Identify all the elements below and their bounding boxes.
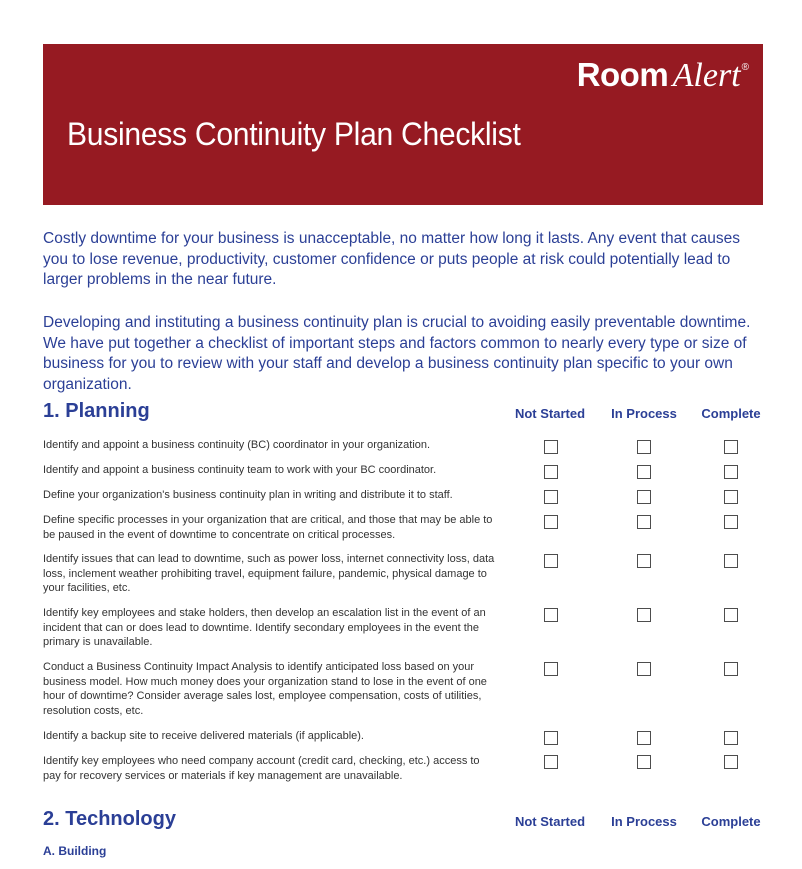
in-process-checkbox[interactable] [637, 608, 651, 622]
room-alert-logo [577, 56, 749, 95]
not-started-checkbox[interactable] [544, 440, 558, 454]
checklist-item-text: Identify key employees who need company account (credit card, checking, etc.) access to pay for recovery services or materials if key management are unavailable. [43, 755, 480, 782]
column-header-in-process: In Process [611, 406, 677, 421]
complete-checkbox[interactable] [724, 490, 738, 504]
registered-mark: ® [741, 62, 749, 73]
complete-checkbox[interactable] [724, 662, 738, 676]
in-process-checkbox[interactable] [637, 662, 651, 676]
checklist-item-text: Identify a backup site to receive delivered materials (if applicable). [43, 730, 364, 742]
complete-checkbox[interactable] [724, 465, 738, 479]
column-header-not-started: Not Started [514, 406, 586, 421]
checklist-item-text: Define your organization's business continuity plan in writing and distribute it to staff. [43, 489, 453, 501]
in-process-checkbox[interactable] [637, 554, 651, 568]
complete-checkbox[interactable] [724, 554, 738, 568]
checklist-item-text: Define specific processes in your organization that are critical, and those that may be able to be paused in the event of downtime to concentrate on critical processes. [43, 514, 493, 541]
in-process-checkbox[interactable] [637, 755, 651, 769]
checklist-item-text: Conduct a Business Continuity Impact Analysis to identify anticipated loss based on your business model. How much money does your organization stand to lose in the event of one hour of downtime? Consider average sales lost, employee compensation, costs of utilities, resolution costs, etc. [43, 661, 487, 717]
not-started-checkbox[interactable] [544, 554, 558, 568]
intro-paragraph: Costly downtime for your business is unacceptable, no matter how long it lasts. Any event that causes you to lose revenue, productivity, customer confidence or puts people at risk could potentially lead to larger problems in the near future. [43, 230, 741, 288]
in-process-checkbox[interactable] [637, 515, 651, 529]
page-title: Business Continuity Plan Checklist [67, 116, 521, 152]
in-process-checkbox[interactable] [637, 731, 651, 745]
in-process-checkbox[interactable] [637, 465, 651, 479]
column-header-complete: Complete [701, 406, 761, 421]
not-started-checkbox[interactable] [544, 755, 558, 769]
not-started-checkbox[interactable] [544, 515, 558, 529]
checklist-item-text: Identify key employees and stake holders, then develop an escalation list in the event of an incident that can or does lead to downtime. Identify secondary employees in the event the primary is unavailable. [43, 607, 486, 648]
complete-checkbox[interactable] [724, 515, 738, 529]
logo-alert: Alert [672, 57, 741, 94]
in-process-checkbox[interactable] [637, 490, 651, 504]
logo-room: Room [576, 56, 669, 93]
checklist-item-text: Identify issues that can lead to downtime, such as power loss, internet connectivity loss, data loss, inclement weather prohibiting travel, equipment failure, pandemic, physical damage to your facilities, etc. [43, 553, 495, 594]
checklist-item-text: Identify and appoint a business continuity (BC) coordinator in your organization. [43, 439, 431, 451]
complete-checkbox[interactable] [724, 440, 738, 454]
column-header-complete: Complete [701, 814, 761, 829]
not-started-checkbox[interactable] [544, 490, 558, 504]
complete-checkbox[interactable] [724, 608, 738, 622]
column-header-not-started: Not Started [514, 814, 586, 829]
header-banner [43, 44, 763, 205]
not-started-checkbox[interactable] [544, 608, 558, 622]
not-started-checkbox[interactable] [544, 662, 558, 676]
column-header-in-process: In Process [611, 814, 677, 829]
intro-paragraph: Developing and instituting a business continuity plan is crucial to avoiding easily preventable downtime. We have put together a checklist of important steps and factors common to nearly every type or size of business for you to review with your staff and develop a business continuity plan specific to your own organization. [43, 314, 751, 393]
section-title-technology: 2. Technology [43, 808, 176, 830]
not-started-checkbox[interactable] [544, 731, 558, 745]
not-started-checkbox[interactable] [544, 465, 558, 479]
complete-checkbox[interactable] [724, 755, 738, 769]
subsection-title-building: A. Building [43, 844, 107, 858]
checklist-item-text: Identify and appoint a business continuity team to work with your BC coordinator. [43, 464, 437, 476]
in-process-checkbox[interactable] [637, 440, 651, 454]
complete-checkbox[interactable] [724, 731, 738, 745]
section-title-planning: 1. Planning [43, 400, 150, 422]
